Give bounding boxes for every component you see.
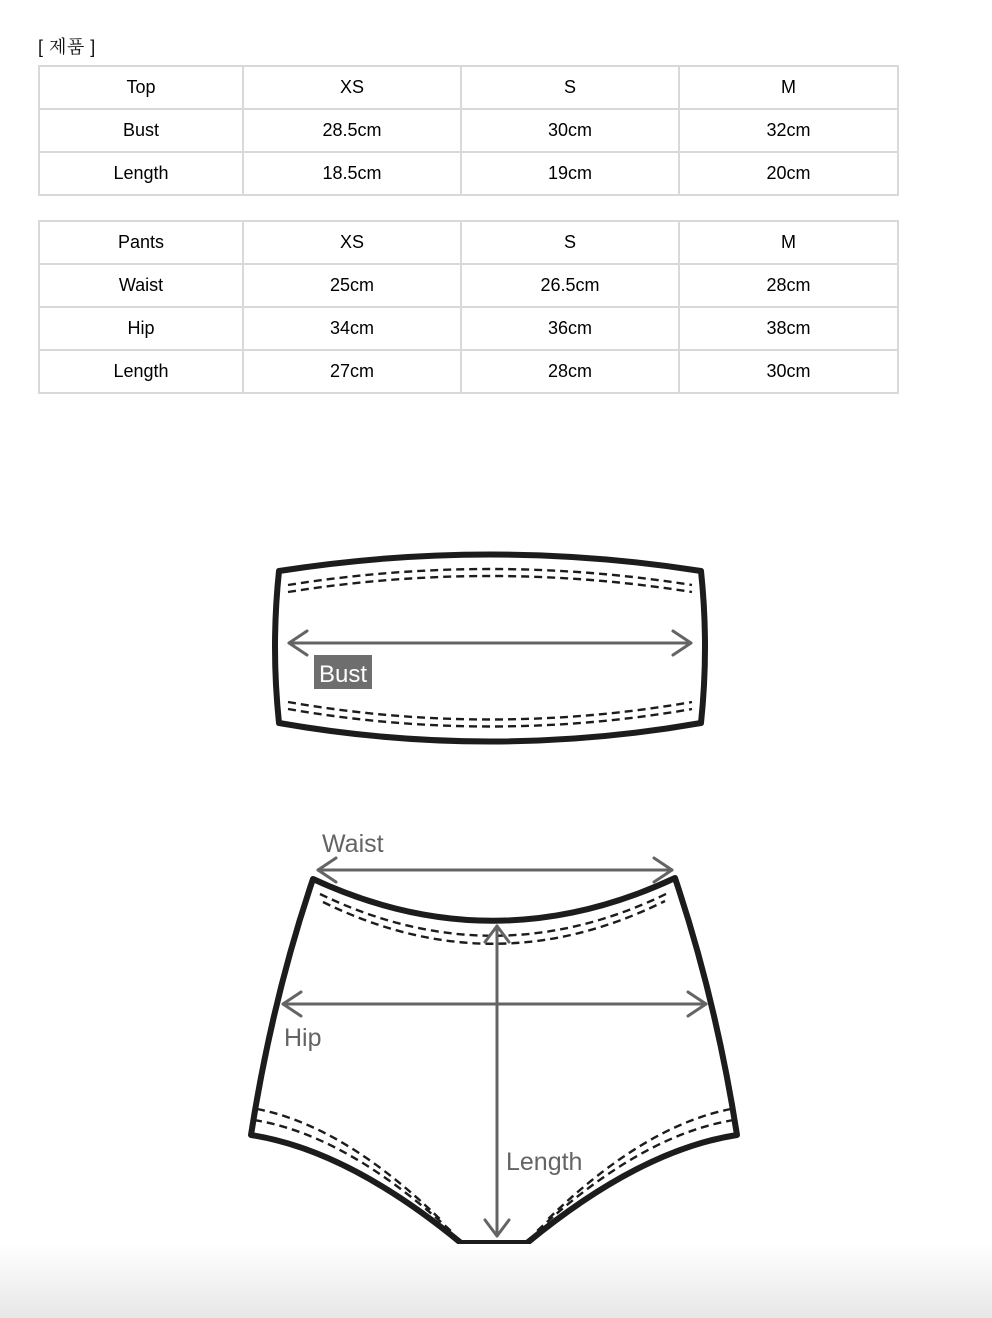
page-bottom-fade bbox=[0, 1244, 992, 1318]
row-label-cell: Hip bbox=[39, 307, 243, 350]
table-header-cell: XS bbox=[243, 66, 461, 109]
top-garment-diagram bbox=[275, 555, 705, 742]
table-header-cell: M bbox=[679, 66, 898, 109]
table-header-cell: M bbox=[679, 221, 898, 264]
table-cell: 20cm bbox=[679, 152, 898, 195]
waist-label: Waist bbox=[322, 830, 384, 858]
table-header-cell: Pants bbox=[39, 221, 243, 264]
page-title: [ 제품 ] bbox=[38, 37, 96, 57]
pants-outline bbox=[251, 878, 737, 1243]
table-cell: 28cm bbox=[461, 350, 679, 393]
table-header-cell: XS bbox=[243, 221, 461, 264]
table-cell: 30cm bbox=[679, 350, 898, 393]
table-cell: 27cm bbox=[243, 350, 461, 393]
waist-measure-arrow bbox=[318, 858, 672, 882]
length-label: Length bbox=[506, 1148, 583, 1176]
table-cell: 28.5cm bbox=[243, 109, 461, 152]
row-label-cell: Length bbox=[39, 152, 243, 195]
table-header-cell: Top bbox=[39, 66, 243, 109]
pants-garment-diagram bbox=[251, 830, 737, 1243]
table-cell: 38cm bbox=[679, 307, 898, 350]
row-label-cell: Length bbox=[39, 350, 243, 393]
table-header-cell: S bbox=[461, 66, 679, 109]
table-cell: 36cm bbox=[461, 307, 679, 350]
bandeau-outline bbox=[275, 555, 705, 742]
table-cell: 18.5cm bbox=[243, 152, 461, 195]
table-cell: 34cm bbox=[243, 307, 461, 350]
bust-label: Bust bbox=[318, 661, 368, 688]
row-label-cell: Bust bbox=[39, 109, 243, 152]
table-cell: 32cm bbox=[679, 109, 898, 152]
row-label-cell: Waist bbox=[39, 264, 243, 307]
table-cell: 26.5cm bbox=[461, 264, 679, 307]
table-cell: 19cm bbox=[461, 152, 679, 195]
hip-label: Hip bbox=[284, 1024, 322, 1052]
table-header-cell: S bbox=[461, 221, 679, 264]
table-cell: 28cm bbox=[679, 264, 898, 307]
table-cell: 30cm bbox=[461, 109, 679, 152]
table-cell: 25cm bbox=[243, 264, 461, 307]
